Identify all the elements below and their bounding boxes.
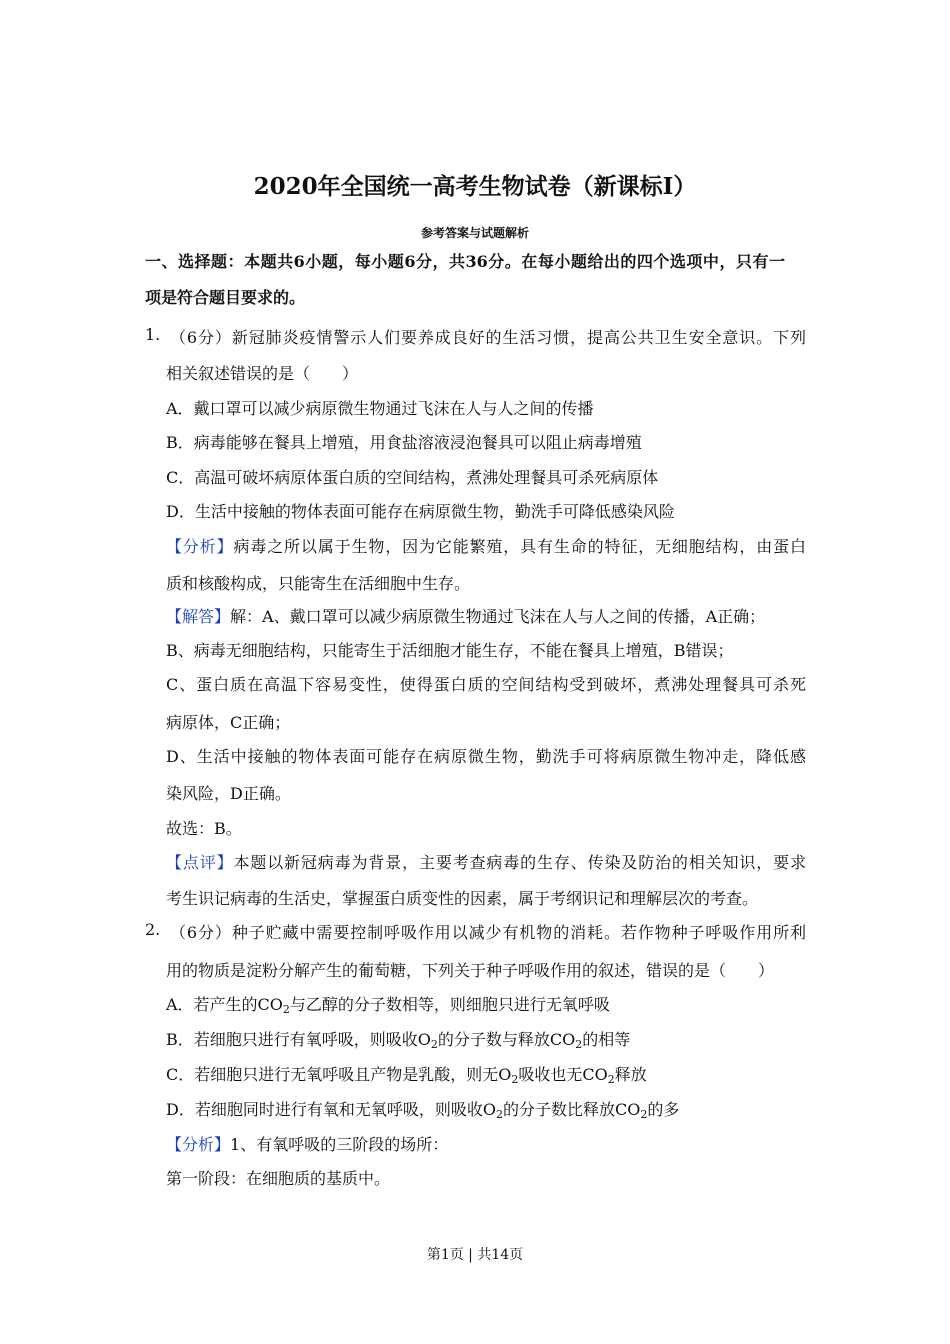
section-heading-line-1: 一、选择题：本题共6小题，每小题6分，共36分。在每小题给出的四个选项中，只有一: [145, 252, 785, 271]
question-2-option-a: [166, 992, 610, 1015]
question-2-option-b: [166, 1027, 630, 1050]
option-text: A．若产生的CO: [166, 995, 283, 1014]
question-1-answer-line-5: D、生活中接触的物体表面可能存在病原微生物，勤洗手可将病原微生物冲走，降低感: [166, 747, 806, 766]
subscript: 2: [282, 1003, 290, 1016]
page-subtitle: 参考答案与试题解析: [420, 226, 529, 240]
question-1-answer-line-2: B、病毒无细胞结构，只能寄生于活细胞才能生存，不能在餐具上增殖，B错误；: [166, 641, 734, 660]
page-footer: 第1页 | 共14页: [426, 1247, 524, 1263]
option-text: 释放: [614, 1065, 647, 1084]
question-1-analysis-line-2: 质和核酸构成，只能寄生在活细胞中生存。: [166, 574, 471, 593]
question-1-comment-line-2: 考生识记病毒的生活史，掌握蛋白质变性的因素，属于考纲识记和理解层次的考查。: [166, 889, 759, 908]
question-2-stem-line-1: （6分）种子贮藏中需要控制呼吸作用以减少有机物的消耗。若作物种子呼吸作用所利: [170, 923, 806, 942]
question-1-analysis-line-1: [166, 534, 806, 557]
page-title: 2020年全国统一高考生物试卷（新课标Ⅰ）: [253, 173, 697, 200]
analysis-text: 病毒之所以属于生物，因为它能繁殖，具有生命的特征，无细胞结构，由蛋白: [233, 537, 806, 556]
question-1-answer-line-3: C、蛋白质在高温下容易变性，使得蛋白质的空间结构受到破坏，煮沸处理餐具可杀死: [166, 675, 806, 694]
option-text: 吸收也无CO: [518, 1065, 608, 1084]
question-1-answer-line-4: 病原体，C正确；: [166, 713, 291, 732]
subscript: 2: [511, 1073, 519, 1086]
analysis-text: 1、有氧呼吸的三阶段的场所：: [230, 1135, 449, 1154]
option-text: 的相等: [582, 1030, 631, 1049]
question-1-answer-line-1: [166, 604, 765, 627]
section-heading: [145, 244, 810, 316]
subscript: 2: [640, 1108, 648, 1121]
question-1-answer-line-7: 故选：B。: [166, 819, 242, 838]
option-text: 的分子数比释放CO: [502, 1100, 641, 1119]
question-2-number: 2.: [145, 920, 161, 939]
comment-text: 本题以新冠病毒为背景，主要考查病毒的生存、传染及防治的相关知识，要求: [233, 853, 806, 872]
subscript: 2: [575, 1038, 583, 1051]
question-1-number: 1.: [145, 325, 161, 344]
question-1-option-a: A．戴口罩可以减少病原微生物通过飞沫在人与人之间的传播: [166, 399, 594, 418]
question-1-comment-line-1: [166, 850, 806, 873]
subscript: 2: [495, 1108, 503, 1121]
analysis-tag: 【分析】: [166, 1135, 231, 1154]
question-2-option-d: [166, 1097, 679, 1120]
option-text: D．若细胞同时进行有氧和无氧呼吸，则吸收O: [166, 1100, 496, 1119]
option-text: 的多: [647, 1100, 680, 1119]
question-1-stem-line-2: 相关叙述错误的是（ ）: [166, 364, 359, 383]
question-2-option-c: [166, 1062, 647, 1085]
question-2-analysis-line-2: 第一阶段：在细胞质的基质中。: [166, 1169, 391, 1188]
option-text: 与乙醇的分子数相等，则细胞只进行无氧呼吸: [289, 995, 610, 1014]
question-1-option-c: C．高温可破坏病原体蛋白质的空间结构，煮沸处理餐具可杀死病原体: [166, 468, 659, 487]
subscript: 2: [607, 1073, 615, 1086]
question-1-option-d: D．生活中接触的物体表面可能存在病原微生物，勤洗手可降低感染风险: [166, 502, 675, 521]
question-2-stem-line-2: 用的物质是淀粉分解产生的葡萄糖，下列关于种子呼吸作用的叙述，错误的是（ ）: [166, 961, 775, 980]
analysis-tag: 【分析】: [166, 537, 234, 556]
subscript: 2: [430, 1038, 438, 1051]
answer-text: 解：A、戴口罩可以减少病原微生物通过飞沫在人与人之间的传播，A正确；: [230, 607, 766, 626]
question-1-answer-line-6: 染风险，D正确。: [166, 784, 291, 803]
question-2-analysis-line-1: [166, 1132, 448, 1155]
option-text: C．若细胞只进行无氧呼吸且产物是乳酸，则无O: [166, 1065, 512, 1084]
option-text: B．若细胞只进行有氧呼吸，则吸收O: [166, 1030, 431, 1049]
question-1-option-b: B．病毒能够在餐具上增殖，用食盐溶液浸泡餐具可以阻止病毒增殖: [166, 433, 642, 452]
comment-tag: 【点评】: [166, 853, 234, 872]
section-heading-line-2: 项是符合题目要求的。: [145, 288, 306, 307]
option-text: 的分子数与释放CO: [437, 1030, 576, 1049]
answer-tag: 【解答】: [166, 607, 231, 626]
question-1-stem-line-1: （6分）新冠肺炎疫情警示人们要养成良好的生活习惯，提高公共卫生安全意识。下列: [170, 328, 806, 347]
